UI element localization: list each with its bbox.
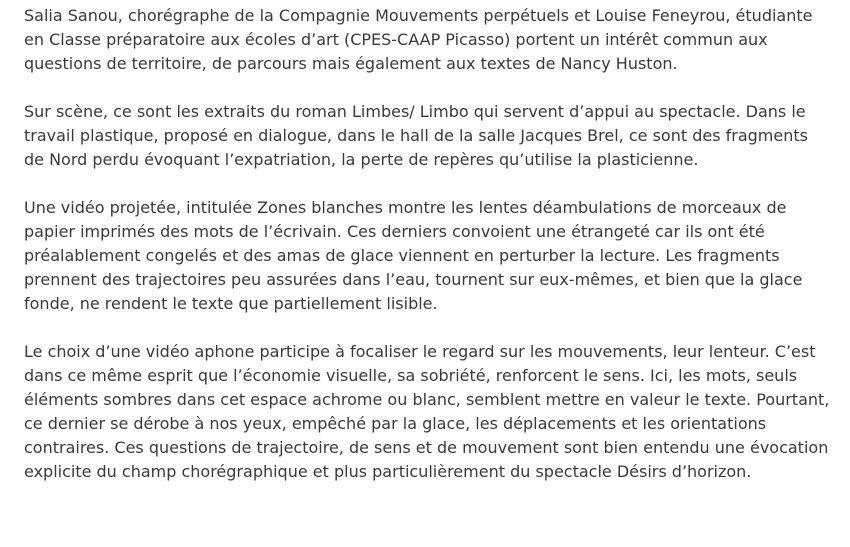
paragraph-line: Le choix d’une vidéo aphone participe à focaliser le regard sur les mouvements, leur lenteur. C’est [24,342,816,361]
paragraph-line: Une vidéo projetée, intitulée Zones blanches montre les lentes déambulations de morceaux de [24,198,787,217]
paragraph-line: travail plastique, proposé en dialogue, dans le hall de la salle Jacques Brel, ce sont des fragments [24,126,808,145]
paragraph-line: prennent des trajectoires peu assurées dans l’eau, tournent sur eux-mêmes, et bien que la glace [24,270,803,289]
paragraph-2 [24,100,836,172]
paragraph-line: de Nord perdu évoquant l’expatriation, la perte de repères qu’utilise la plasticienne. [24,150,699,169]
article-body [24,4,836,484]
paragraph-line: fonde, ne rendent le texte que partiellement lisible. [24,294,438,313]
paragraph-line: questions de territoire, de parcours mais également aux textes de Nancy Huston. [24,54,678,73]
paragraph-4 [24,340,836,484]
paragraph-line: préalablement congelés et des amas de glace viennent en perturber la lecture. Les fragments [24,246,780,265]
paragraph-line: Sur scène, ce sont les extraits du roman Limbes/ Limbo qui servent d’appui au spectacle. Dans le [24,102,806,121]
paragraph-line: en Classe préparatoire aux écoles d’art (CPES-CAAP Picasso) portent un intérêt commun aux [24,30,768,49]
paragraph-line: ce dernier se dérobe à nos yeux, empêché par la glace, les déplacements et les orientations [24,414,767,433]
paragraph-line: Salia Sanou, chorégraphe de la Compagnie Mouvements perpétuels et Louise Feneyrou, étudiante [24,6,813,25]
paragraph-line: dans ce même esprit que l’économie visuelle, sa sobriété, renforcent le sens. Ici, les mots, seuls [24,366,798,385]
paragraph-line: éléments sombres dans cet espace achrome ou blanc, semblent mettre en valeur le texte. Pourtant, [24,390,830,409]
paragraph-3 [24,196,836,316]
paragraph-line: contraires. Ces questions de trajectoire, de sens et de mouvement sont bien entendu une évocation [24,438,829,457]
paragraph-1 [24,4,836,76]
paragraph-line: papier imprimés des mots de l’écrivain. Ces derniers convoient une étrangeté car ils ont été [24,222,765,241]
paragraph-line: explicite du champ chorégraphique et plus particulièrement du spectacle Désirs d’horizon. [24,462,752,481]
